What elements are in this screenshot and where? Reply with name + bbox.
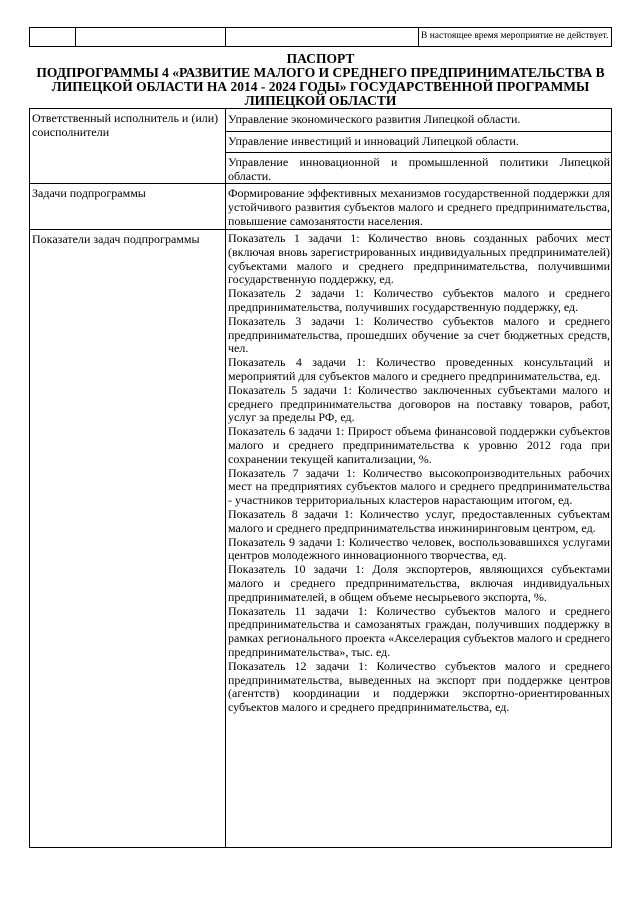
table-row-divider bbox=[29, 229, 612, 230]
measure-status-note: В настоящее время мероприятие не действует. bbox=[421, 31, 609, 41]
indicator-item: Показатель 10 задачи 1: Доля экспортеров, являющихся субъектами малого и среднего предпринимательства, включая индивидуальных предпринимателей, в общем объеме несырьевого экспорта, %. bbox=[228, 562, 610, 604]
indicator-item: Показатель 7 задачи 1: Количество высокопроизводительных рабочих мест на предприятиях субъектов малого и среднего предпринимательства - участников территориальных кластеров нарастающим итогом, ед. bbox=[228, 465, 610, 508]
indicators-label: Показатели задач подпрограммы bbox=[32, 232, 200, 246]
indicator-item: Показатель 8 задачи 1: Количество услуг, предоставленных субъектам малого и среднего предпринимательства инжиниринговым центром, ед. bbox=[228, 506, 610, 535]
document-title-line: ПАСПОРТ bbox=[286, 51, 355, 66]
table-cell bbox=[75, 28, 226, 46]
table-cell-divider bbox=[225, 131, 612, 132]
table-row-divider bbox=[29, 183, 612, 184]
tasks-value: Формирование эффективных механизмов государственной поддержки для устойчивого развития субъектов малого и среднего предпринимательства, повышение самозанятости населения. bbox=[228, 186, 610, 228]
indicator-item: Показатель 2 задачи 1: Количество субъектов малого и среднего предпринимательства, получивших государственную поддержку, ед. bbox=[228, 286, 610, 314]
document-title-line: ЛИПЕЦКОЙ ОБЛАСТИ НА 2014 - 2024 ГОДЫ» ГОСУДАРСТВЕННОЙ ПРОГРАММЫ bbox=[51, 79, 590, 94]
indicators-list bbox=[228, 232, 610, 715]
responsible-value: Управление экономического развития Липецкой области. bbox=[228, 112, 521, 126]
responsible-value: Управление инвестиций и инноваций Липецкой области. bbox=[228, 134, 519, 148]
indicator-item: Показатель 3 задачи 1: Количество субъектов малого и среднего предпринимательства, прошедших обучение за счет бюджетных средств, чел. bbox=[228, 313, 610, 356]
indicator-item: Показатель 11 задачи 1: Количество субъектов малого и среднего предпринимательства и самозанятых граждан, получивших поддержку в рамках регионального проекта «Акселерация субъектов малого и среднего предпринимательства», тыс. ед. bbox=[228, 603, 610, 659]
tasks-label: Задачи подпрограммы bbox=[32, 186, 146, 200]
responsible-value: Управление инновационной и промышленной политики Липецкой области. bbox=[228, 155, 610, 183]
document-title-line: ПОДПРОГРАММЫ 4 «РАЗВИТИЕ МАЛОГО И СРЕДНЕГО ПРЕДПРИНИМАТЕЛЬСТВА В bbox=[36, 65, 605, 80]
indicator-item: Показатель 6 задачи 1: Прирост объема финансовой поддержки субъектов малого и среднего предпринимательства к уровню 2012 года при сохранении текущей капитализации, %. bbox=[228, 424, 610, 466]
document-title-line: ЛИПЕЦКОЙ ОБЛАСТИ bbox=[244, 93, 397, 108]
table-cell bbox=[225, 28, 419, 46]
indicator-item: Показатель 1 задачи 1: Количество вновь созданных рабочих мест (включая вновь зарегистрированных индивидуальных предпринимателей) субъектами малого и среднего предпринимательства, получившими государственную поддержку, ед. bbox=[228, 231, 610, 287]
indicator-item: Показатель 5 задачи 1: Количество заключенных субъектами малого и среднего предпринимательства договоров на поставку товаров, работ, услуг за пределы РФ, ед. bbox=[228, 382, 610, 425]
indicator-item: Показатель 12 задачи 1: Количество субъектов малого и среднего предпринимательства, выведенных на экспорт при поддержке центров (агентств) координации и поддержки экспортно-ориентированных субъектов малого и среднего предпринимательства, ед. bbox=[228, 658, 610, 715]
responsible-label: Ответственный исполнитель и (или) соисполнители bbox=[32, 111, 219, 139]
indicator-item: Показатель 4 задачи 1: Количество проведенных консультаций и мероприятий для субъектов малого и среднего предпринимательства, ед. bbox=[228, 355, 610, 383]
indicator-item: Показатель 9 задачи 1: Количество человек, воспользовавшихся услугами центров молодежного инновационного творчества, ед. bbox=[228, 534, 610, 563]
table-cell-divider bbox=[225, 152, 612, 153]
table-cell bbox=[30, 28, 76, 46]
previous-table-row bbox=[29, 27, 612, 47]
table-column-divider bbox=[225, 108, 226, 848]
